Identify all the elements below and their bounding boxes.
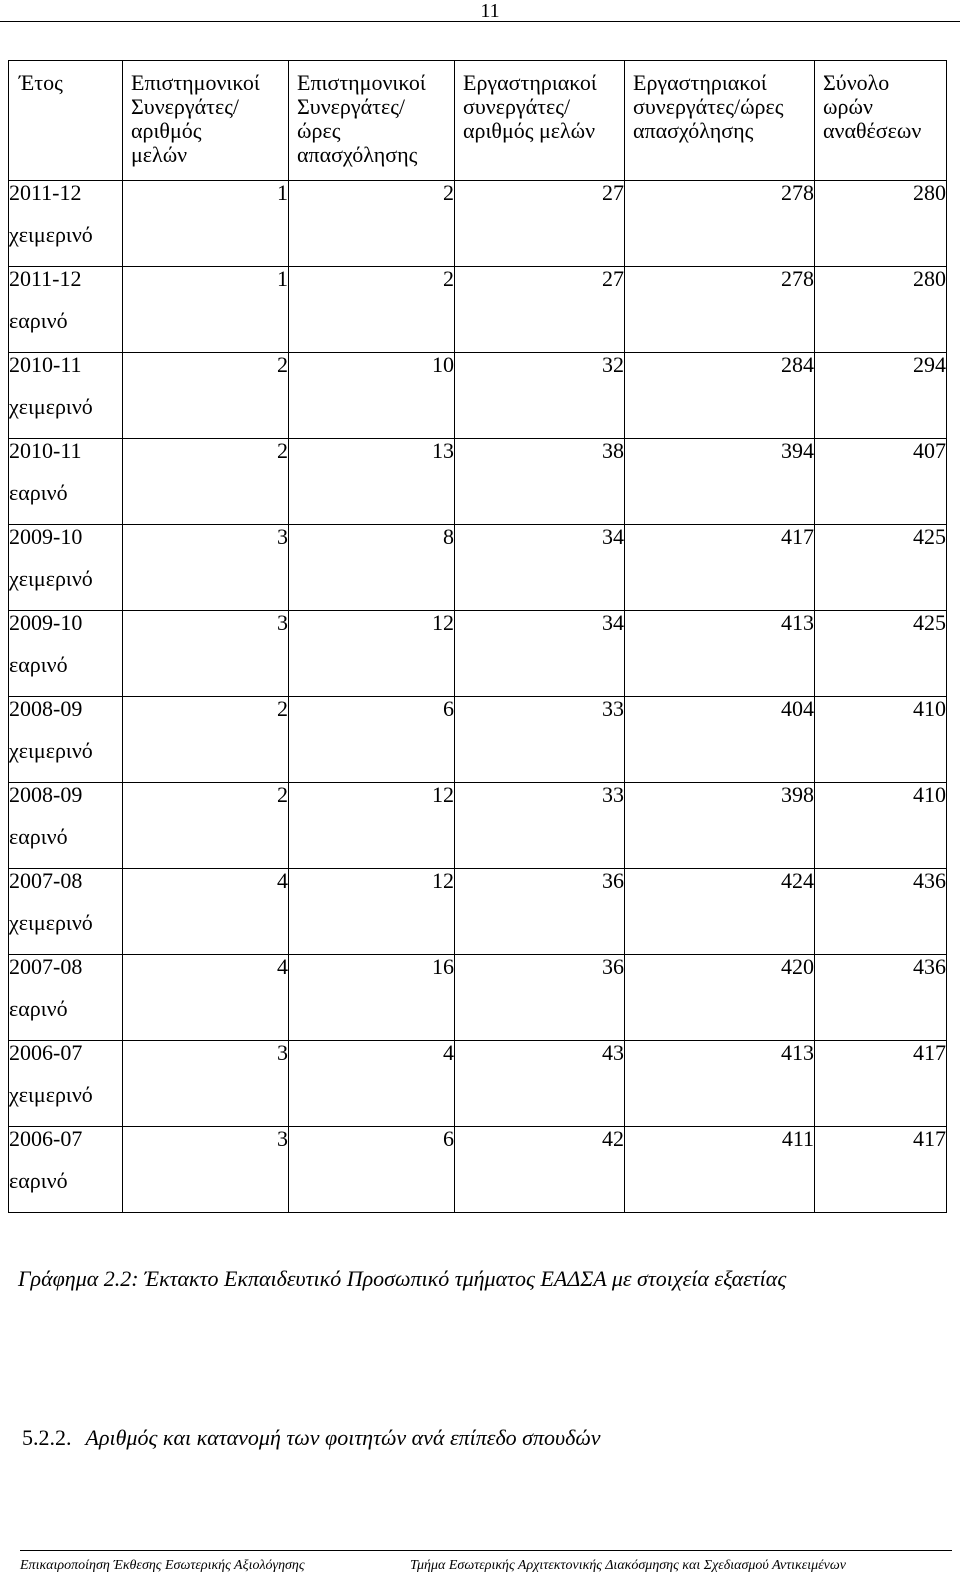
total-hours-cell: 280 [815, 267, 947, 353]
total-hours-cell: 417 [815, 1127, 947, 1213]
footer-right: Τμήμα Εσωτερικής Αρχιτεκτονικής Διακόσμησης και Σχεδιασμού Αντικειμένων [410, 1558, 846, 1573]
lab-members-cell: 27 [455, 267, 625, 353]
year-cell: 2009-10 εαρινό [9, 611, 123, 697]
section-title: Αριθμός και κατανομή των φοιτητών ανά επίπεδο σπουδών [85, 1425, 601, 1450]
sci-hours-cell: 12 [289, 611, 455, 697]
section-number: 5.2.2. [22, 1425, 72, 1450]
figure-caption: Γράφημα 2.2: Έκτακτο Εκπαιδευτικό Προσωπικό τμήματος ΕΑΔΣΑ με στοιχεία εξαετίας [18, 1266, 787, 1291]
lab-hours-cell: 413 [625, 1041, 815, 1127]
header-sci-members: Επιστημονικοί Συνεργάτες/ αριθμός μελών [123, 61, 289, 181]
sci-members-cell: 3 [123, 611, 289, 697]
sci-members-cell: 2 [123, 783, 289, 869]
total-hours-cell: 417 [815, 1041, 947, 1127]
year-cell: 2009-10 χειμερινό [9, 525, 123, 611]
lab-hours-cell: 284 [625, 353, 815, 439]
table-row [9, 1127, 947, 1213]
lab-members-cell: 34 [455, 525, 625, 611]
table-row [9, 955, 947, 1041]
lab-hours-cell: 420 [625, 955, 815, 1041]
total-hours-cell: 425 [815, 525, 947, 611]
table-row [9, 267, 947, 353]
sci-hours-cell: 8 [289, 525, 455, 611]
sci-hours-cell: 2 [289, 181, 455, 267]
lab-members-cell: 33 [455, 783, 625, 869]
header-lab-members: Εργαστηριακοί συνεργάτες/ αριθμός μελών [455, 61, 625, 181]
year-cell: 2007-08 χειμερινό [9, 869, 123, 955]
lab-members-cell: 34 [455, 611, 625, 697]
sci-members-cell: 4 [123, 955, 289, 1041]
lab-members-cell: 36 [455, 869, 625, 955]
sci-members-cell: 2 [123, 439, 289, 525]
lab-hours-cell: 398 [625, 783, 815, 869]
lab-hours-cell: 278 [625, 181, 815, 267]
sci-members-cell: 1 [123, 267, 289, 353]
year-cell: 2010-11 χειμερινό [9, 353, 123, 439]
year-cell: 2010-11 εαρινό [9, 439, 123, 525]
table-row [9, 869, 947, 955]
year-cell: 2011-12 χειμερινό [9, 181, 123, 267]
lab-members-cell: 32 [455, 353, 625, 439]
lab-hours-cell: 278 [625, 267, 815, 353]
table-header-row [9, 61, 947, 181]
sci-hours-cell: 16 [289, 955, 455, 1041]
lab-members-cell: 43 [455, 1041, 625, 1127]
sci-hours-cell: 12 [289, 783, 455, 869]
page-number: 11 [480, 0, 500, 22]
lab-members-cell: 36 [455, 955, 625, 1041]
year-cell: 2007-08 εαρινό [9, 955, 123, 1041]
sci-hours-cell: 6 [289, 1127, 455, 1213]
table-row [9, 783, 947, 869]
lab-hours-cell: 417 [625, 525, 815, 611]
sci-members-cell: 3 [123, 1127, 289, 1213]
total-hours-cell: 410 [815, 783, 947, 869]
lab-hours-cell: 394 [625, 439, 815, 525]
table-row [9, 611, 947, 697]
total-hours-cell: 407 [815, 439, 947, 525]
sci-hours-cell: 4 [289, 1041, 455, 1127]
table-row [9, 353, 947, 439]
lab-hours-cell: 404 [625, 697, 815, 783]
sci-members-cell: 4 [123, 869, 289, 955]
total-hours-cell: 294 [815, 353, 947, 439]
sci-hours-cell: 2 [289, 267, 455, 353]
table-row [9, 525, 947, 611]
section-heading [22, 1425, 600, 1451]
year-cell: 2006-07 εαρινό [9, 1127, 123, 1213]
sci-members-cell: 2 [123, 353, 289, 439]
table-row [9, 1041, 947, 1127]
year-cell: 2008-09 εαρινό [9, 783, 123, 869]
total-hours-cell: 436 [815, 955, 947, 1041]
header-lab-hours: Εργαστηριακοί συνεργάτες/ώρες απασχόλησης [625, 61, 815, 181]
header-year: Έτος [9, 61, 123, 181]
year-cell: 2006-07 χειμερινό [9, 1041, 123, 1127]
table-row [9, 697, 947, 783]
sci-members-cell: 3 [123, 525, 289, 611]
sci-hours-cell: 10 [289, 353, 455, 439]
footer-left: Επικαιροποίηση Έκθεσης Εσωτερικής Αξιολόγησης [20, 1558, 305, 1573]
total-hours-cell: 436 [815, 869, 947, 955]
year-cell: 2011-12 εαρινό [9, 267, 123, 353]
lab-members-cell: 42 [455, 1127, 625, 1213]
sci-members-cell: 1 [123, 181, 289, 267]
staff-table [8, 60, 947, 1213]
total-hours-cell: 410 [815, 697, 947, 783]
lab-hours-cell: 411 [625, 1127, 815, 1213]
lab-members-cell: 33 [455, 697, 625, 783]
year-cell: 2008-09 χειμερινό [9, 697, 123, 783]
lab-members-cell: 27 [455, 181, 625, 267]
sci-hours-cell: 13 [289, 439, 455, 525]
sci-hours-cell: 6 [289, 697, 455, 783]
lab-hours-cell: 424 [625, 869, 815, 955]
footer-rule [20, 1550, 952, 1551]
header-sci-hours: Επιστημονικοί Συνεργάτες/ ώρες απασχόλησης [289, 61, 455, 181]
table-row [9, 181, 947, 267]
sci-members-cell: 3 [123, 1041, 289, 1127]
total-hours-cell: 280 [815, 181, 947, 267]
total-hours-cell: 425 [815, 611, 947, 697]
sci-hours-cell: 12 [289, 869, 455, 955]
header-rule [0, 21, 960, 22]
header-total-hours: Σύνολο ωρών αναθέσεων [815, 61, 947, 181]
lab-hours-cell: 413 [625, 611, 815, 697]
lab-members-cell: 38 [455, 439, 625, 525]
sci-members-cell: 2 [123, 697, 289, 783]
table-row [9, 439, 947, 525]
